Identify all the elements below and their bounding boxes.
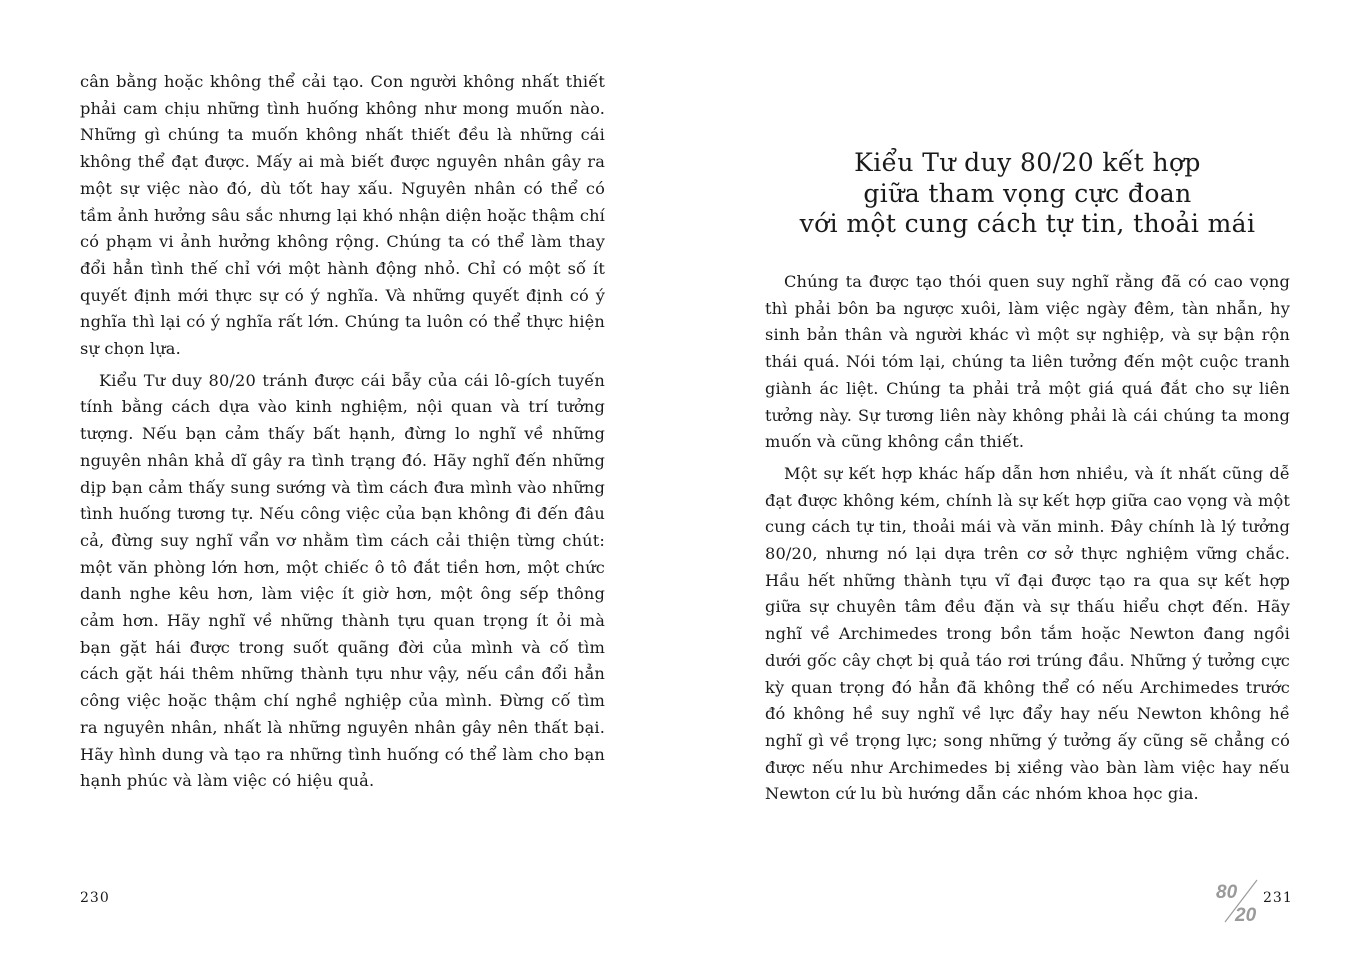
logo-bottom-number: 20 [1235,905,1257,924]
section-title-line: giữa tham vọng cực đoan [863,178,1192,208]
right-page [685,0,1370,969]
book-logo-icon [1215,878,1261,924]
section-title-line: Kiểu Tư duy 80/20 kết hợp [854,148,1201,177]
right-page-body [765,269,1290,813]
section-title [765,148,1290,240]
page-number: 231 [1263,890,1293,906]
paragraph: Chúng ta được tạo thói quen suy nghĩ rằng đã có cao vọng thì phải bôn ba ngược xuôi, làm việc ngày đêm, tàn nhẫn, hy sinh bản thân và người khác vì một sự nghiệp, và sự bận rộn thái quá. Nói tóm lại, chúng ta liên tưởng đến một cuộc tranh giành ác liệt. Chúng ta phải trả một giá quá đắt cho sự liên tưởng này. Sự tương liên này không phải là cái chúng ta mong muốn và cũng không cần thiết. [765,272,1290,452]
page-number: 230 [80,890,110,906]
paragraph: cân bằng hoặc không thể cải tạo. Con người không nhất thiết phải cam chịu những tình huống không như mong muốn nào. Những gì chúng ta muốn không nhất thiết đều là những cái không thể đạt được. Mấy ai mà biết được nguyên nhân gây ra một sự việc nào đó, dù tốt hay xấu. Nguyên nhân có thể có tầm ảnh hưởng sâu sắc nhưng lại khó nhận diện hoặc thậm chí có phạm vi ảnh hưởng không rộng. Chúng ta có thể làm thay đổi hẳn tình thế chỉ với một hành động nhỏ. Chỉ có một số ít quyết định mới thực sự có ý nghĩa. Và những quyết định có ý nghĩa thì lại có ý nghĩa rất lớn. Chúng ta luôn có thể thực hiện sự chọn lựa. [80,72,605,359]
left-page-body [80,69,605,800]
paragraph: Kiểu Tư duy 80/20 tránh được cái bẫy của cái lô-gích tuyến tính bằng cách dựa vào kinh nghiệm, nội quan và trí tưởng tượng. Nếu bạn cảm thấy bất hạnh, đừng lo nghĩ về những nguyên nhân khả dĩ gây ra tình trạng đó. Hãy nghĩ đến những dịp bạn cảm thấy sung sướng và tìm cách đưa mình vào những tình huống tương tự. Nếu công việc của bạn không đi đến đâu cả, đừng suy nghĩ vẩn vơ nhằm tìm cách cải thiện từng chút: một văn phòng lớn hơn, một chiếc ô tô đắt tiền hơn, một chức danh nghe kêu hơn, làm việc ít giờ hơn, một ông sếp thông cảm hơn. Hãy nghĩ về những thành tựu quan trọng ít ỏi mà bạn gặt hái được trong suốt quãng đời của mình và cố tìm cách gặt hái thêm những thành tựu như vậy, nếu cần đổi hẳn công việc hoặc thậm chí nghề nghiệp của mình. Đừng cố tìm ra nguyên nhân, nhất là những nguyên nhân gây nên thất bại. Hãy hình dung và tạo ra những tình huống có thể làm cho bạn hạnh phúc và làm việc có hiệu quả. [80,370,605,791]
section-title-line: với một cung cách tự tin, thoải mái [799,209,1256,238]
logo-top-number: 80 [1216,882,1238,903]
paragraph: Một sự kết hợp khác hấp dẫn hơn nhiều, và ít nhất cũng dễ đạt được không kém, chính là sự kết hợp giữa cao vọng và một cung cách tự tin, thoải mái và văn minh. Đây chính là lý tưởng 80/20, nhưng nó lại dựa trên cơ sở thực nghiệm vững chắc. Hầu hết những thành tựu vĩ đại được tạo ra qua sự kết hợp giữa sự chuyên tâm đều đặn và sự thấu hiểu chợt đến. Hãy nghĩ về Archimedes trong bồn tắm hoặc Newton đang ngồi dưới gốc cây chợt bị quả táo rơi trúng đầu. Những ý tưởng cực kỳ quan trọng đó hẳn đã không thể có nếu Archimedes trước đó không hề suy nghĩ về lực đẩy hay nếu Newton không hề nghĩ gì về trọng lực; song những ý tưởng ấy cũng sẽ chẳng có được nếu như Archimedes bị xiềng vào bàn làm việc hay nếu Newton cứ lu bù hướng dẫn các nhóm khoa học gia. [765,463,1290,804]
